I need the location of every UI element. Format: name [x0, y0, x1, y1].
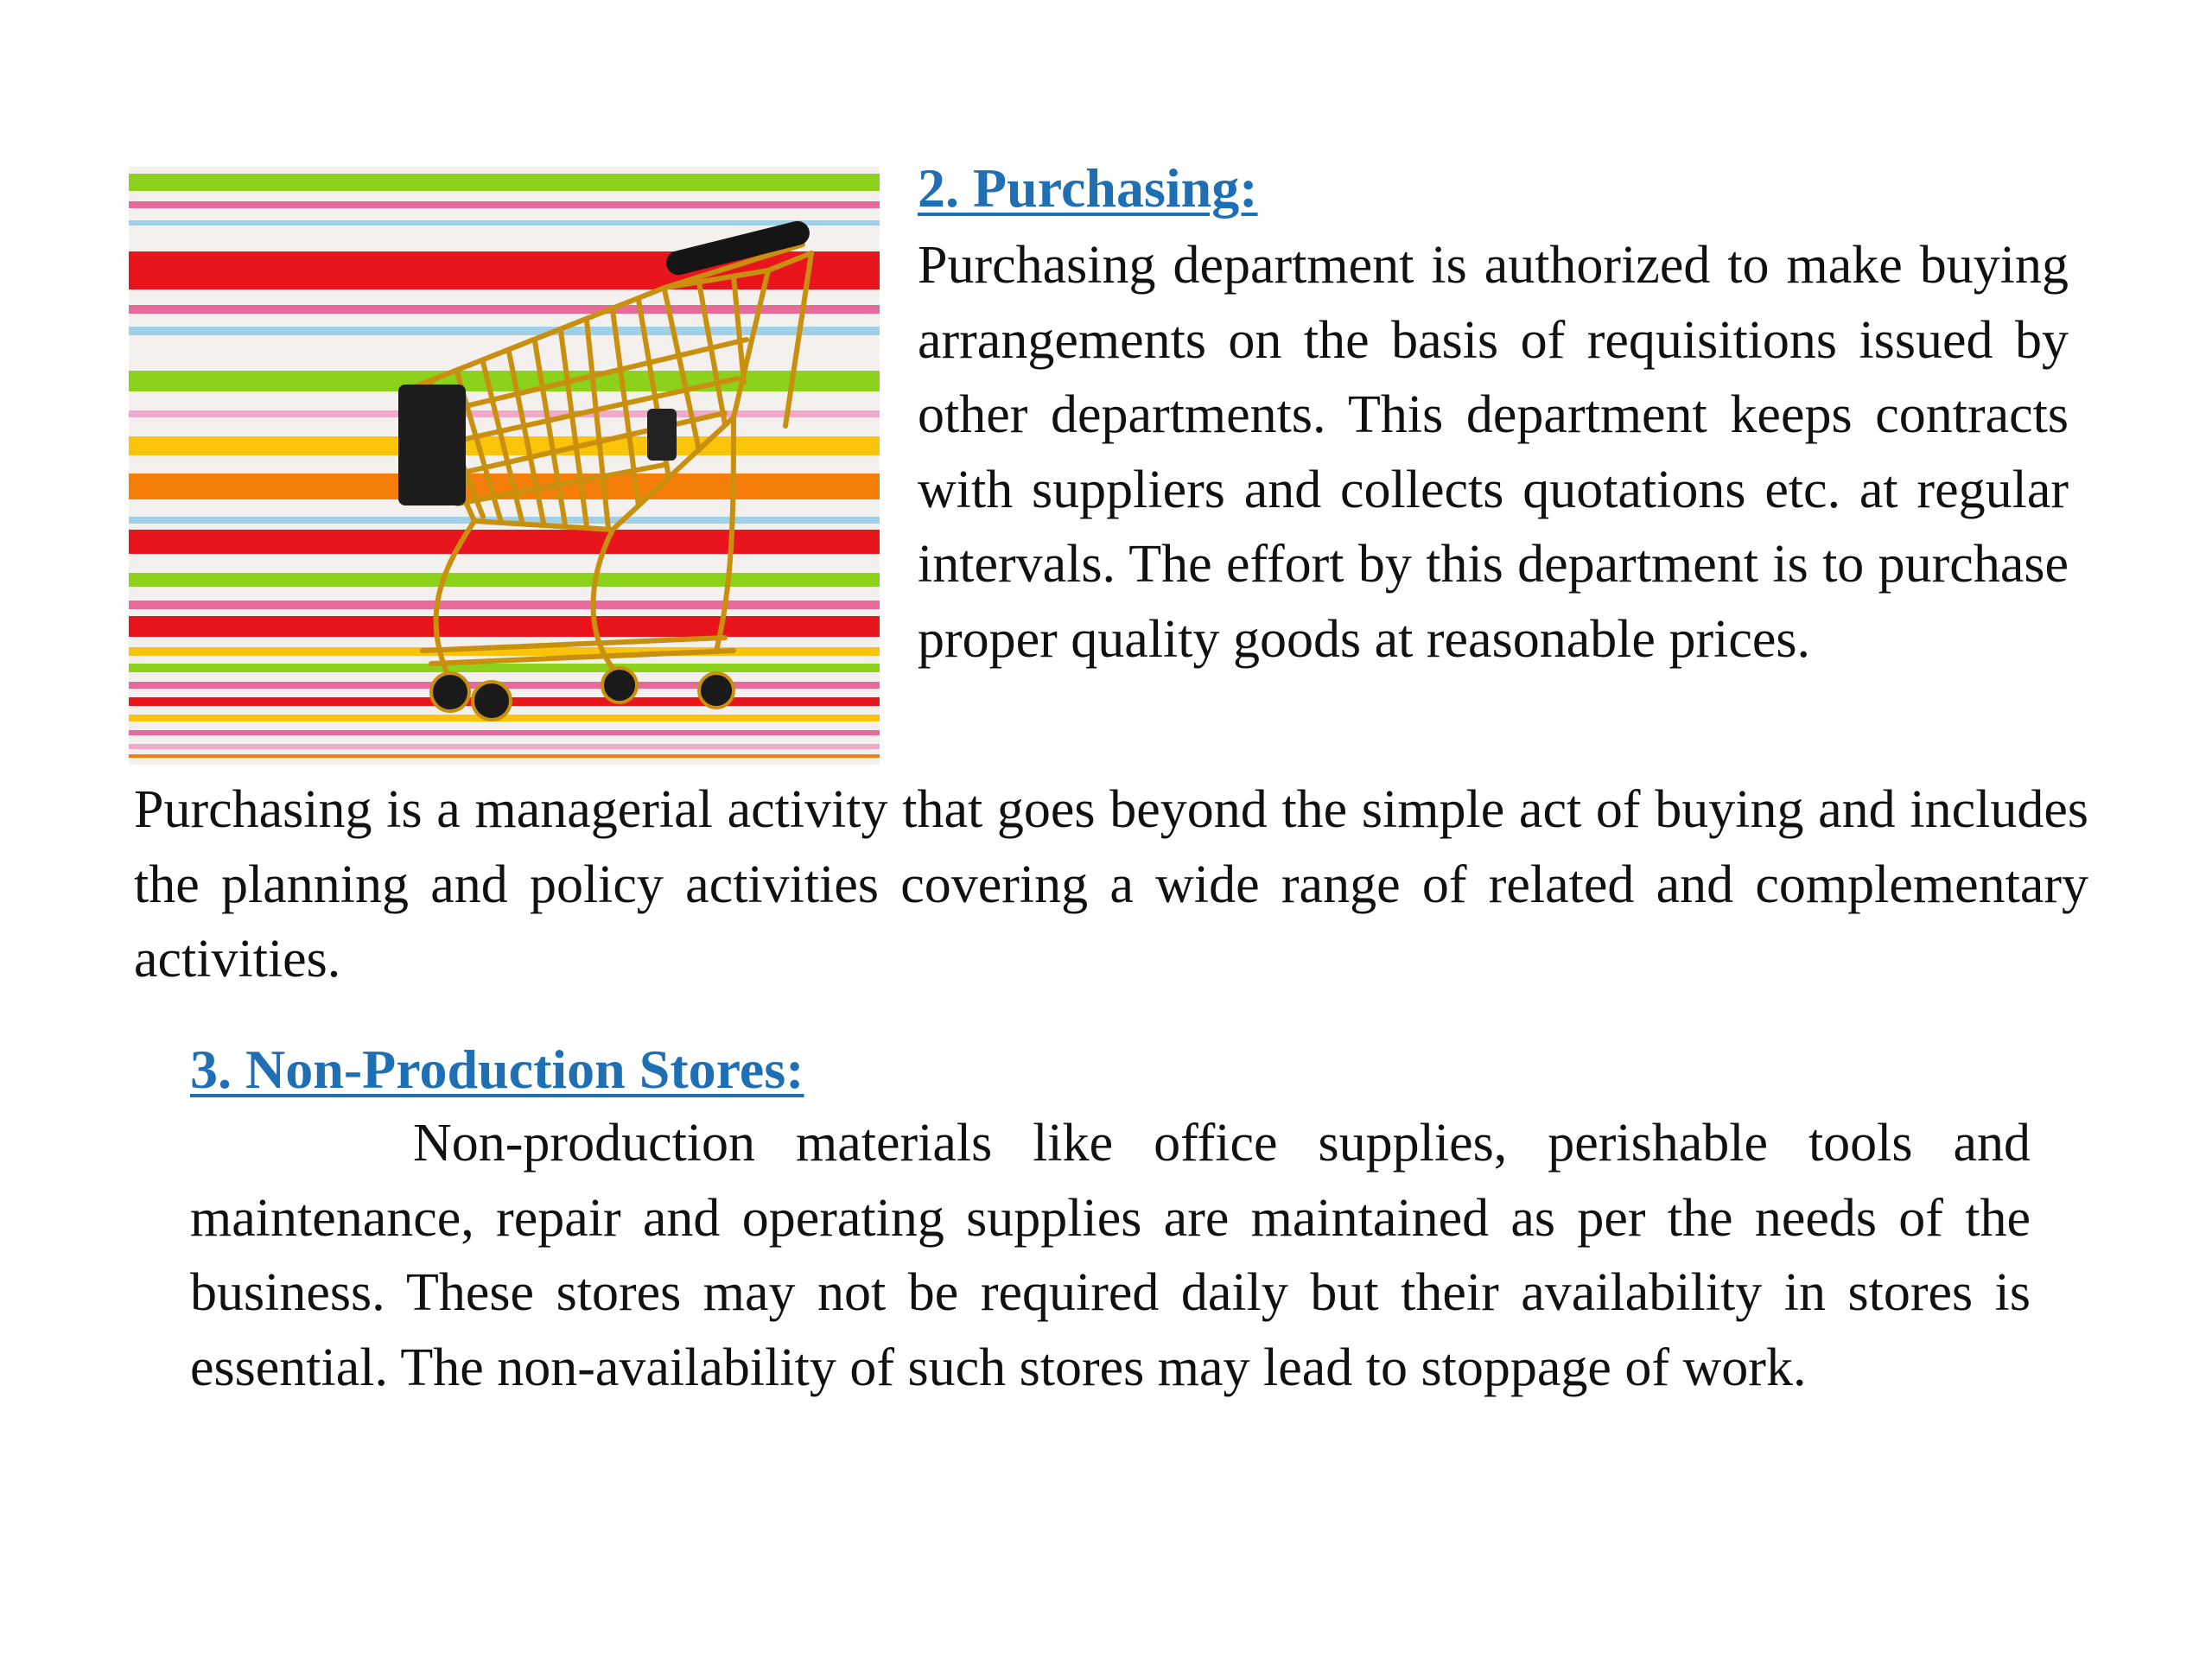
- shopping-cart-icon: [129, 167, 880, 765]
- section-heading-purchasing: 2. Purchasing:: [918, 157, 1258, 219]
- purchasing-body-text: Purchasing department is authorized to make buying arrangements on the basis of requisitions issued by other departments. This department keeps contracts with suppliers and collects quotations etc. at regular intervals. The effort by this department is to purchase proper quality goods at reasonable prices.: [918, 236, 2069, 669]
- shopping-cart-photo: [129, 167, 880, 765]
- section-heading-non-production-stores: 3. Non-Production Stores:: [190, 1039, 804, 1100]
- non-production-body-text: Non-production materials like office supplies, perishable tools and maintenance, repair and operating supplies are maintained as per the needs of the business. These stores may not be required daily but their availability in stores is essential. The non-availability of such stores may lead to stoppage of work.: [190, 1114, 2031, 1397]
- purchasing-continuation-text: Purchasing is a managerial activity that goes beyond the simple act of buying and includes the planning and policy activities covering a wide range of related and complementary activities.: [134, 780, 2088, 988]
